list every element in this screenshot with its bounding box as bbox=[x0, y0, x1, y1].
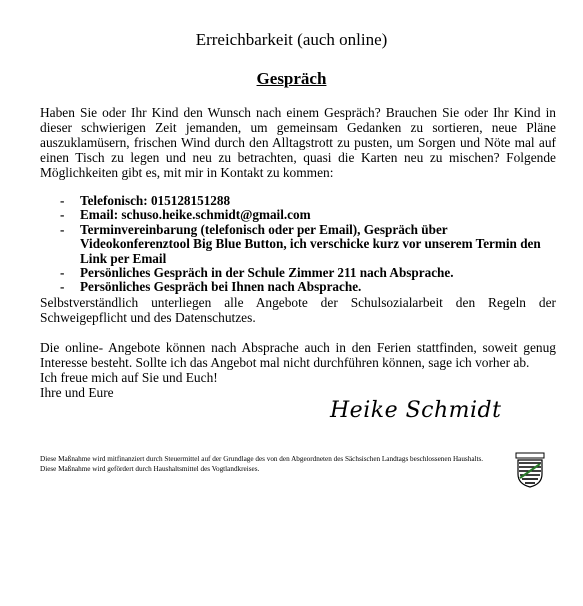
bullet-dash: - bbox=[60, 265, 65, 281]
section-heading: Gespräch bbox=[256, 69, 327, 88]
saxony-crest-icon bbox=[515, 452, 545, 488]
list-item bbox=[60, 194, 560, 208]
closing-sign-off: Ihre und Eure bbox=[40, 385, 114, 400]
contact-list bbox=[60, 194, 560, 295]
bullet-dash: - bbox=[60, 279, 65, 295]
intro-paragraph: Haben Sie oder Ihr Kind den Wunsch nach einem Gespräch? Brauchen Sie oder Ihr Kind in dieser schwierigen Zeit jemanden, um gemeinsam Gedanken zu sortieren, neue Pläne auszuklamüsern, frischen Wind durch den Alltagstrott zu pusten, um Sorgen und Nöte mal auf einen Tisch zu legen und neu zu betrachten, quasi die Karten neu zu mischen? Folgende Möglichkeiten gibt es, mit mir in Kontakt zu kommen: bbox=[40, 105, 556, 180]
contact-phone: Telefonisch: 015128151288 bbox=[80, 193, 231, 208]
list-item bbox=[60, 266, 560, 280]
bullet-dash: - bbox=[60, 221, 65, 237]
privacy-paragraph: Selbstverständlich unterliegen alle Angebote der Schulsozialarbeit den Regeln der Schweigepflicht und des Datenschutzes. bbox=[40, 295, 556, 325]
signature: Heike Schmidt bbox=[330, 398, 502, 423]
bullet-dash: - bbox=[60, 207, 65, 223]
contact-video: Terminvereinbarung (telefonisch oder per Email), Gespräch über Videokonferenztool Big Blue Button, ich verschicke kurz vor unserem Termin den Link per Email bbox=[80, 221, 541, 266]
list-item bbox=[60, 208, 560, 222]
funding-footnote: Diese Maßnahme wird mitfinanziert durch Steuermittel auf der Grundlage des von den Abgeordneten des Sächsischen Landtags beschlossenen Haushalts. Diese Maßnahme wird gefördert durch Haushaltsmittel des Vogtlandkreises. bbox=[40, 455, 484, 473]
closing-paragraph: Die online- Angebote können nach Absprache auch in den Ferien stattfinden, soweit genug Interesse besteht. Sollte ich das Angebot mal nicht durchführen können, sage ich vorher ab. bbox=[40, 340, 556, 370]
document-title: Erreichbarkeit (auch online) bbox=[195, 30, 388, 49]
contact-email: Email: schuso.heike.schmidt@gmail.com bbox=[80, 207, 311, 223]
bullet-dash: - bbox=[60, 193, 65, 208]
contact-school: Persönliches Gespräch in der Schule Zimmer 211 nach Absprache. bbox=[80, 265, 454, 281]
closing-block bbox=[40, 340, 556, 400]
contact-home: Persönliches Gespräch bei Ihnen nach Absprache. bbox=[80, 279, 362, 295]
list-item bbox=[60, 280, 560, 294]
closing-greeting: Ich freue mich auf Sie und Euch! bbox=[40, 370, 218, 385]
list-item bbox=[60, 223, 560, 266]
